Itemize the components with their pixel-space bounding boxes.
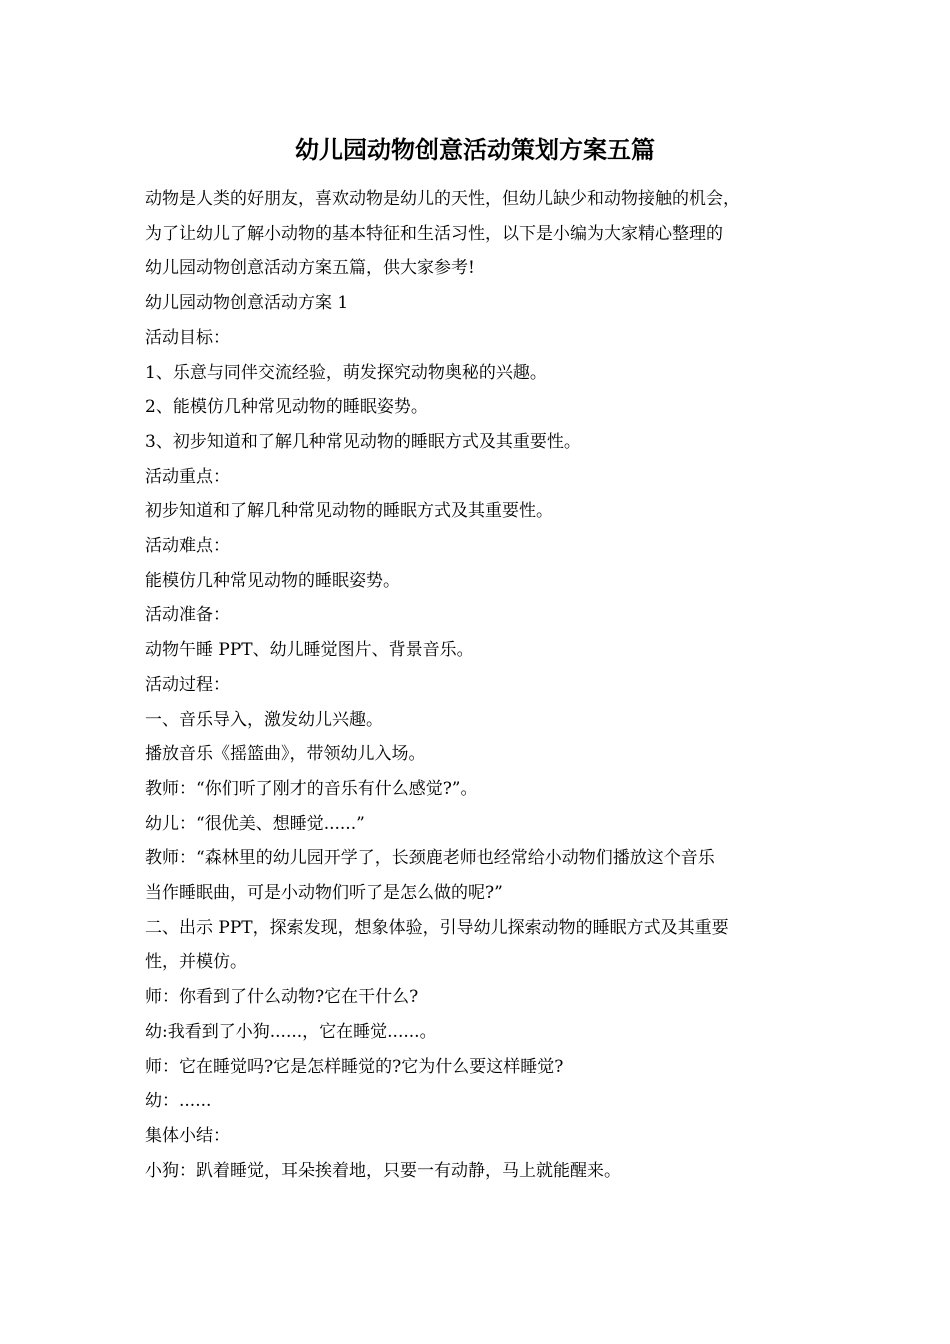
body-line: 师：你看到了什么动物?它在干什么? xyxy=(145,987,419,1008)
body-line: 集体小结： xyxy=(145,1125,230,1146)
body-line: 一、音乐导入，激发幼儿兴趣。 xyxy=(145,709,383,730)
body-line: 动物是人类的好朋友，喜欢动物是幼儿的天性，但幼儿缺少和动物接触的机会， xyxy=(145,189,740,209)
body-line: 性，并模仿。 xyxy=(145,952,247,973)
body-line: 幼儿园动物创意活动方案五篇，供大家参考! xyxy=(145,258,475,279)
body-line: 当作睡眠曲，可是小动物们听了是怎么做的呢?” xyxy=(145,883,503,904)
section-heading: 幼儿园动物创意活动方案 1 xyxy=(145,293,349,314)
body-line: 动物午睡 PPT、幼儿睡觉图片、背景音乐。 xyxy=(145,640,474,661)
body-line: 初步知道和了解几种常见动物的睡眠方式及其重要性。 xyxy=(145,501,553,522)
document-body xyxy=(145,182,825,1188)
body-line: 小狗：趴着睡觉，耳朵挨着地，只要一有动静，马上就能醒来。 xyxy=(145,1160,621,1181)
body-line: 师：它在睡觉吗?它是怎样睡觉的?它为什么要这样睡觉? xyxy=(145,1056,564,1077)
body-line: 1、乐意与同伴交流经验，萌发探究动物奥秘的兴趣。 xyxy=(145,362,547,383)
body-line: 播放音乐《摇篮曲》，带领幼儿入场。 xyxy=(145,744,426,765)
body-line: 教师：“你们听了刚才的音乐有什么感觉?”。 xyxy=(145,778,478,799)
body-line: 为了让幼儿了解小动物的基本特征和生活习性，以下是小编为大家精心整理的 xyxy=(145,223,723,244)
body-line: 幼:我看到了小狗......，它在睡觉......。 xyxy=(145,1021,437,1042)
body-line: 活动目标： xyxy=(145,327,230,348)
document-title: 幼儿园动物创意活动策划方案五篇 xyxy=(295,135,655,164)
body-line: 教师：“森林里的幼儿园开学了，长颈鹿老师也经常给小动物们播放这个音乐 xyxy=(145,848,715,869)
body-line: 3、初步知道和了解几种常见动物的睡眠方式及其重要性。 xyxy=(145,431,581,452)
body-line: 活动过程： xyxy=(145,674,230,695)
body-line: 活动准备： xyxy=(145,605,230,626)
body-line: 幼：...... xyxy=(145,1091,212,1112)
body-line: 活动难点： xyxy=(145,536,230,557)
body-line: 活动重点： xyxy=(145,466,230,487)
body-line: 幼儿：“很优美、想睡觉......” xyxy=(145,813,365,834)
body-line: 二、出示 PPT，探索发现，想象体验，引导幼儿探索动物的睡眠方式及其重要 xyxy=(145,917,729,938)
body-line: 能模仿几种常见动物的睡眠姿势。 xyxy=(145,570,400,591)
body-line: 2、能模仿几种常见动物的睡眠姿势。 xyxy=(145,397,428,418)
